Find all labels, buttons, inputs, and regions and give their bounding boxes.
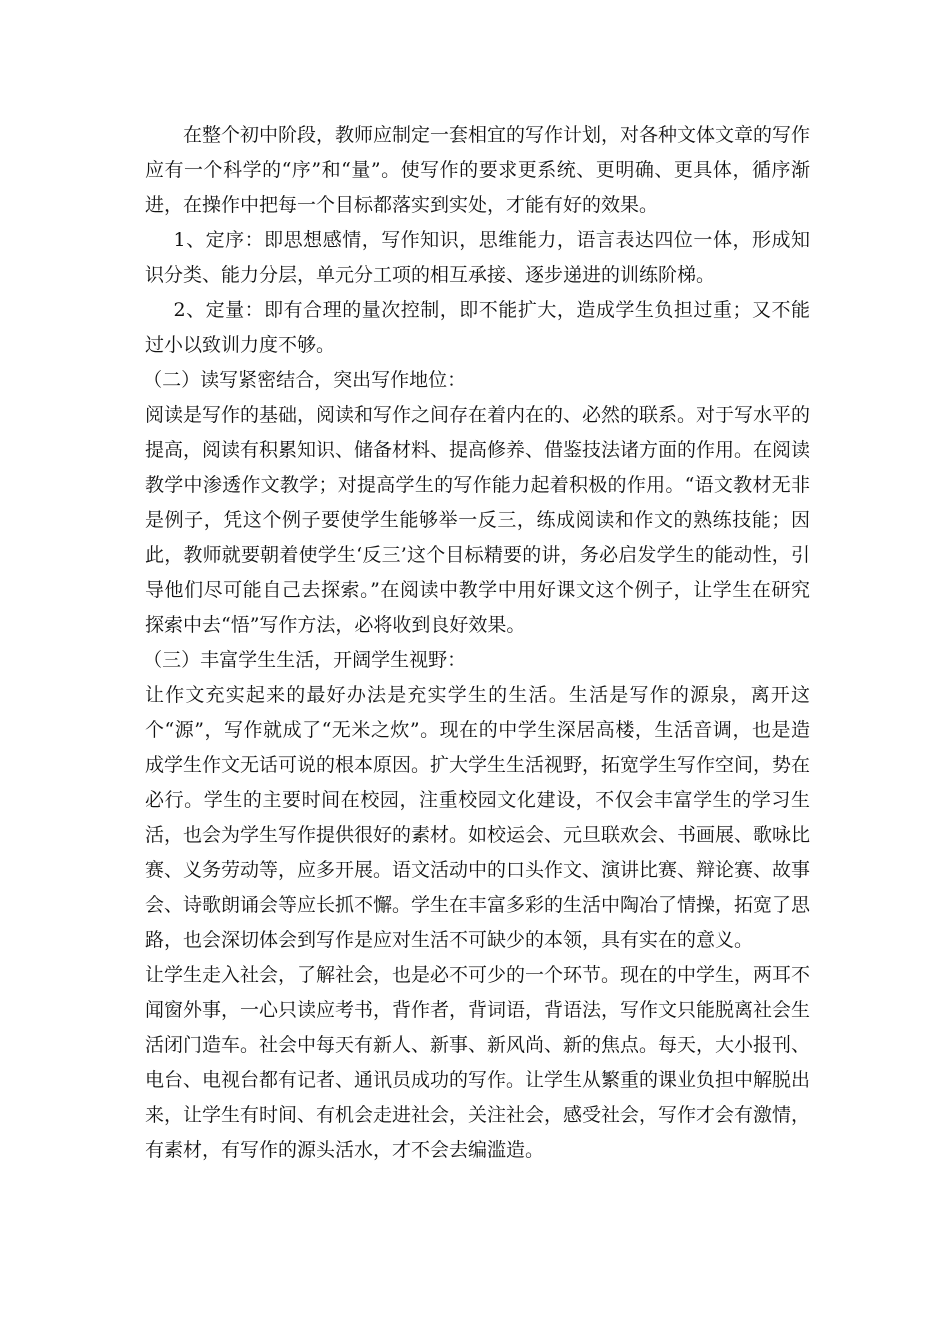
paragraph-sequence: 1、定序：即思想感情，写作知识，思维能力，语言表达四位一体，形成知识分类、能力分层，单元分工项的相互承接、逐步递进的训练阶梯。 [145, 229, 810, 286]
section-heading-reading-writing: （二）读写紧密结合，突出写作地位： [143, 369, 467, 391]
paragraph-writing-plan: 在整个初中阶段，教师应制定一套相宜的写作计划，对各种文体文章的写作应有一个科学的“序”和“量”。使写作的要求更系统、更明确、更具体，循序渐进，在操作中把每一个目标都落实到实处，才能有好的效果。 [145, 124, 811, 216]
document-page [145, 118, 810, 1168]
paragraph-society: 让学生走入社会，了解社会，也是必不可少的一个环节。现在的中学生，两耳不闻窗外事，一心只读应考书，背作者，背词语，背语法，写作文只能脱离社会生活闭门造车。社会中每天有新人、新事、新风尚、新的焦点。每天，大小报刊、电台、电视台都有记者、通讯员成功的写作。让学生从繁重的课业负担中解脱出来，让学生有时间、有机会走进社会，关注社会，感受社会，写作才会有激情，有素材，有写作的源头活水，才不会去编滥造。 [145, 964, 811, 1161]
section-heading-student-life: （三）丰富学生生活，开阔学生视野： [143, 649, 467, 671]
paragraph-quantity: 2、定量：即有合理的量次控制，即不能扩大，造成学生负担过重；又不能过小以致训力度不够。 [145, 299, 810, 356]
paragraph-student-life: 让作文充实起来的最好办法是充实学生的生活。生活是写作的源泉，离开这个“源”，写作就成了“无米之炊”。现在的中学生深居高楼，生活音调，也是造成学生作文无话可说的根本原因。扩大学生生活视野，拓宽学生写作空间，势在必行。学生的主要时间在校园，注重校园文化建设，不仅会丰富学生的学习生活，也会为学生写作提供很好的素材。如校运会、元旦联欢会、书画展、歌咏比赛、义务劳动等，应多开展。语文活动中的口头作文、演讲比赛、辩论赛、故事会、诗歌朗诵会等应长抓不懈。学生在丰富多彩的生活中陶冶了情操，拓宽了思路，也会深切体会到写作是应对生活不可缺少的本领，具有实在的意义。 [145, 684, 811, 951]
paragraph-reading-writing: 阅读是写作的基础，阅读和写作之间存在着内在的、必然的联系。对于写水平的提高，阅读有积累知识、储备材料、提高修养、借鉴技法诸方面的作用。在阅读教学中渗透作文教学；对提高学生的写作能力起着积极的作用。“语文教材无非是例子，凭这个例子要使学生能够举一反三，练成阅读和作文的熟练技能；因此，教师就要朝着使学生‘反三’这个目标精要的讲，务必启发学生的能动性，引导他们尽可能自己去探索。”在阅读中教学中用好课文这个例子，让学生在研究探索中去“悟”写作方法，必将收到良好效果。 [145, 404, 811, 636]
